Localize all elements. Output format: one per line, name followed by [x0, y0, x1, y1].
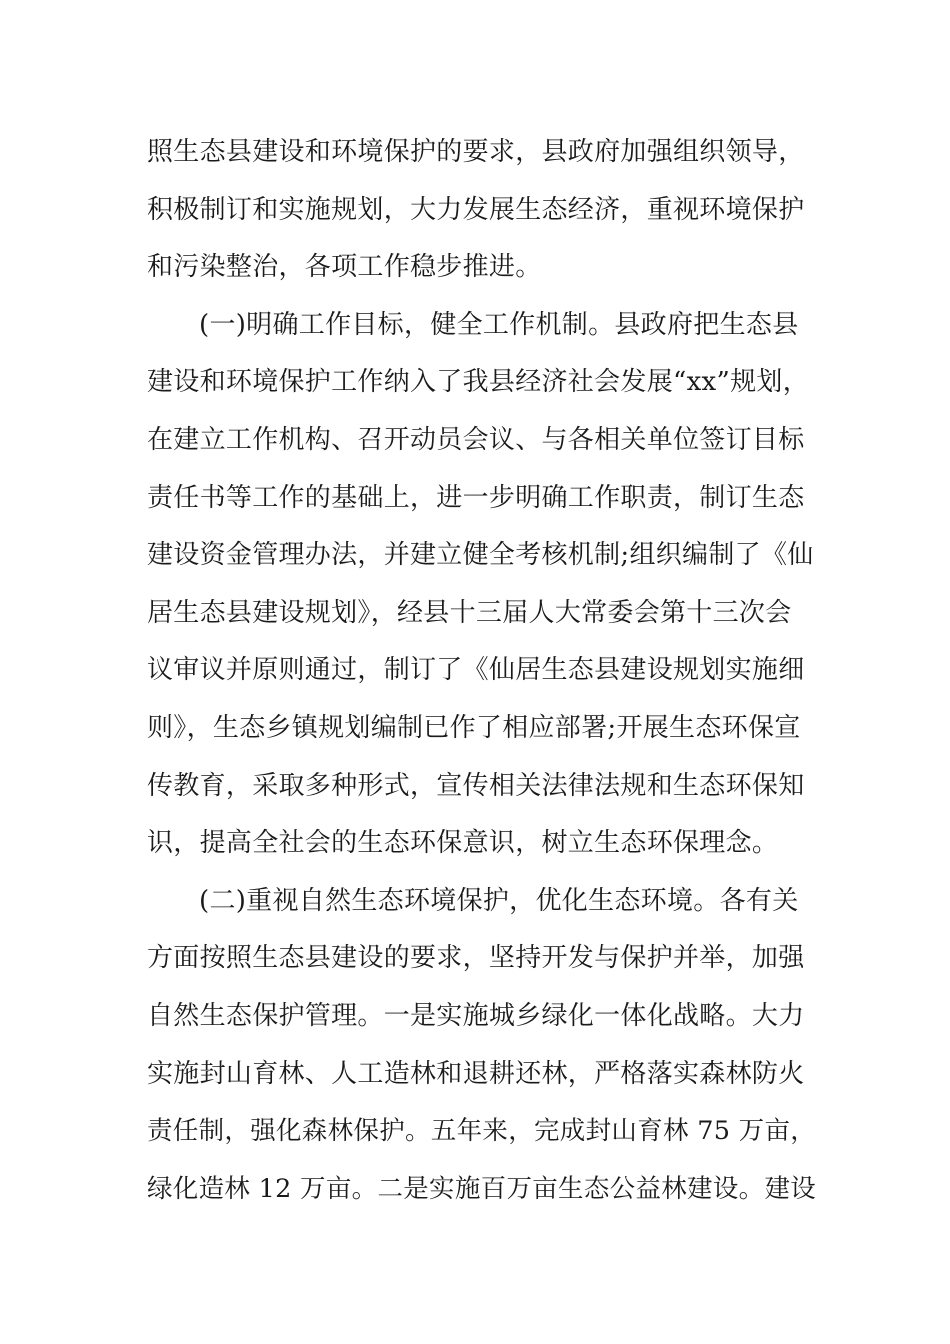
text-line: 实施封山育林、人工造林和退耕还林，严格落实森林防火 [147, 1058, 805, 1089]
text-line: 识，提高全社会的生态环保意识，树立生态环保理念。 [147, 828, 779, 859]
text-line: 则》，生态乡镇规划编制已作了相应部署;开展生态环保宣 [147, 712, 801, 743]
text-line: 方面按照生态县建设的要求，坚持开发与保护并举，加强 [147, 943, 805, 974]
text-line: 在建立工作机构、召开动员会议、与各相关单位签订目标 [147, 424, 805, 455]
text-line: 议审议并原则通过，制订了《仙居生态县建设规划实施细 [147, 655, 805, 686]
paragraph-heading-2: (二)重视自然生态环境保护，优化生态环境。各有关 [199, 885, 799, 916]
text-line: 建设资金管理办法，并建立健全考核机制;组织编制了《仙 [147, 540, 814, 571]
text-line: 传教育，采取多种形式，宣传相关法律法规和生态环保知 [147, 770, 805, 801]
text-line: 责任书等工作的基础上，进一步明确工作职责，制订生态 [147, 482, 805, 513]
text-line: 责任制，强化森林保护。五年来，完成封山育林 75 万亩， [147, 1116, 817, 1147]
text-line: 建设和环境保护工作纳入了我县经济社会发展“xx”规划， [147, 367, 810, 398]
body-text [147, 124, 817, 1218]
text-line: 自然生态保护管理。一是实施城乡绿化一体化战略。大力 [147, 1000, 805, 1031]
text-line: 积极制订和实施规划，大力发展生态经济，重视环境保护 [147, 194, 805, 225]
paragraph-heading-1: (一)明确工作目标，健全工作机制。县政府把生态县 [199, 309, 799, 340]
text-line: 和污染整治，各项工作稳步推进。 [147, 252, 542, 283]
text-line: 绿化造林 12 万亩。二是实施百万亩生态公益林建设。建设 [147, 1173, 817, 1204]
text-line: 照生态县建设和环境保护的要求，县政府加强组织领导， [147, 137, 805, 167]
text-line: 居生态县建设规划》，经县十三届人大常委会第十三次会 [147, 597, 792, 628]
